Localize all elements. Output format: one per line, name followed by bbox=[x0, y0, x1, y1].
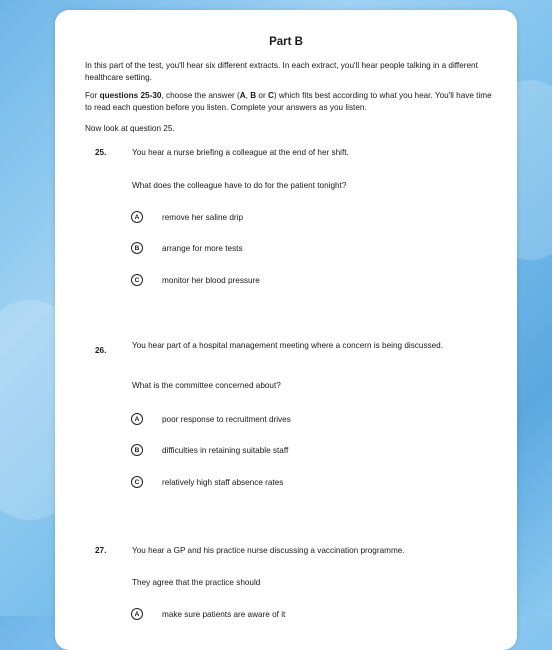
option-letter-b: B bbox=[131, 242, 143, 254]
question-number: 25. bbox=[95, 148, 107, 157]
option-letter-a: A bbox=[131, 413, 143, 425]
answer-option[interactable] bbox=[131, 443, 288, 457]
answer-option[interactable] bbox=[131, 273, 260, 287]
answer-option[interactable] bbox=[131, 475, 283, 489]
option-text: remove her saline drip bbox=[162, 212, 244, 222]
answer-option[interactable] bbox=[131, 412, 291, 426]
option-letter-a: A bbox=[131, 211, 143, 223]
option-letter-a: A bbox=[131, 608, 143, 620]
look-at-note: Now look at question 25. bbox=[85, 124, 175, 133]
question-prompt: You hear a nurse briefing a colleague at the end of her shift. bbox=[132, 148, 349, 157]
page-title: Part B bbox=[269, 36, 303, 48]
option-text: difficulties in retaining suitable staff bbox=[162, 445, 289, 455]
option-text: relatively high staff absence rates bbox=[162, 477, 284, 487]
question-number: 26. bbox=[95, 346, 107, 355]
answer-option[interactable] bbox=[131, 241, 243, 255]
question-text: They agree that the practice should bbox=[132, 578, 261, 587]
question-text: What is the committee concerned about? bbox=[132, 381, 281, 390]
document-page bbox=[55, 10, 517, 650]
instructions-paragraph: For questions 25-30, choose the answer (A, B or C) which fits best according to what you hear. You'll have time to read each question before you listen. Complete your answers as you listen. bbox=[85, 91, 492, 112]
intro-paragraph: In this part of the test, you'll hear six different extracts. In each extract, you'll hear people talking in a different healthcare setting. bbox=[85, 61, 478, 82]
question-prompt: You hear part of a hospital management meeting where a concern is being discussed. bbox=[132, 341, 444, 350]
option-letter-b: B bbox=[131, 444, 143, 456]
option-letter-c: C bbox=[131, 274, 143, 286]
answer-option[interactable] bbox=[131, 607, 285, 621]
question-number: 27. bbox=[95, 546, 107, 555]
question-text: What does the colleague have to do for the patient tonight? bbox=[132, 181, 347, 190]
option-text: poor response to recruitment drives bbox=[162, 414, 291, 424]
option-text: arrange for more tests bbox=[162, 243, 243, 253]
option-letter-c: C bbox=[131, 476, 143, 488]
option-text: monitor her blood pressure bbox=[162, 275, 260, 285]
option-text: make sure patients are aware of it bbox=[162, 609, 286, 619]
answer-option[interactable] bbox=[131, 210, 243, 224]
question-prompt: You hear a GP and his practice nurse discussing a vaccination programme. bbox=[132, 546, 405, 555]
